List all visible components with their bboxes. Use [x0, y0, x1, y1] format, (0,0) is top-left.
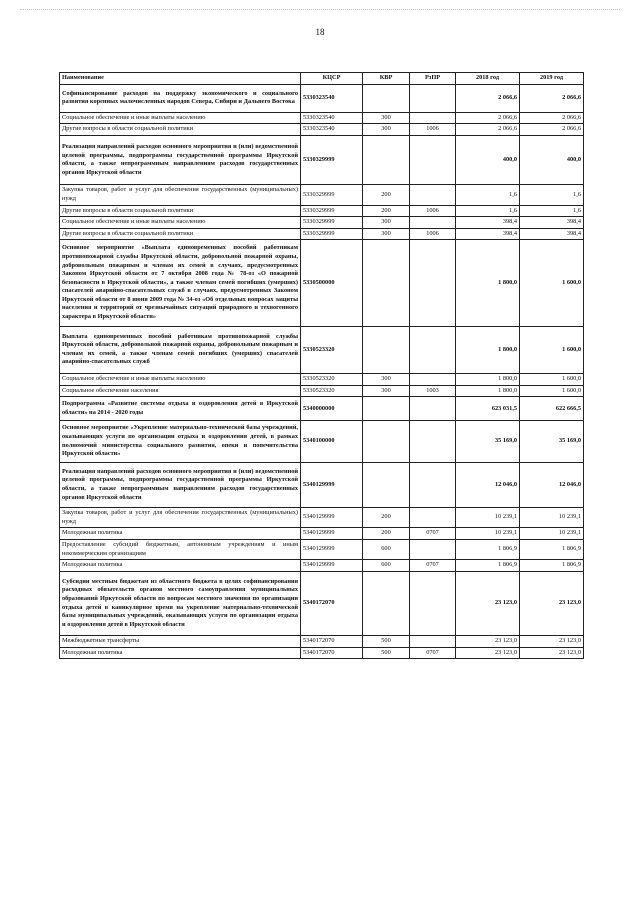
cell-name: Молодежная политика [60, 560, 301, 572]
cell-y2019: 622 666,5 [520, 397, 584, 421]
cell-name: Закупка товаров, работ и услуг для обеспечения государственных (муниципальных) нужд [60, 185, 301, 205]
cell-name: Социальное обеспечение и иные выплаты населению [60, 374, 301, 386]
cell-kcsr: 5330329999 [301, 217, 363, 229]
cell-y2018: 1 800,0 [456, 374, 520, 386]
table-row [60, 539, 584, 559]
cell-rzpr [410, 374, 456, 386]
cell-name: Закупка товаров, работ и услуг для обеспечения государственных (муниципальных) нужд [60, 508, 301, 528]
table-body [60, 84, 584, 659]
cell-kcsr: 5340129999 [301, 528, 363, 540]
cell-kcsr: 5330329999 [301, 205, 363, 217]
cell-name: Другие вопросы в области социальной политики [60, 205, 301, 217]
cell-y2018: 23 123,0 [456, 636, 520, 648]
cell-y2019: 23 123,0 [520, 636, 584, 648]
cell-kvr: 300 [363, 217, 410, 229]
cell-rzpr [410, 397, 456, 421]
cell-y2018: 1 800,0 [456, 385, 520, 397]
table-row [60, 560, 584, 572]
cell-rzpr [410, 84, 456, 112]
cell-kcsr: 5330523320 [301, 326, 363, 373]
cell-kcsr: 5340100000 [301, 421, 363, 462]
cell-y2019: 1 806,9 [520, 539, 584, 559]
table-header-row [60, 73, 584, 85]
cell-kvr: 600 [363, 560, 410, 572]
header-name: Наименование [60, 73, 301, 85]
table-row [60, 647, 584, 659]
cell-kcsr: 5330523320 [301, 385, 363, 397]
table-row [60, 228, 584, 240]
cell-rzpr [410, 421, 456, 462]
cell-y2018: 12 046,0 [456, 462, 520, 507]
cell-y2018: 398,4 [456, 228, 520, 240]
cell-rzpr: 1006 [410, 124, 456, 136]
cell-kcsr: 5340000000 [301, 397, 363, 421]
cell-rzpr [410, 571, 456, 636]
cell-kvr: 500 [363, 636, 410, 648]
table-row [60, 124, 584, 136]
cell-y2018: 1 800,0 [456, 240, 520, 326]
cell-y2019: 1 600,0 [520, 240, 584, 326]
cell-rzpr [410, 135, 456, 184]
cell-y2019: 23 123,0 [520, 571, 584, 636]
header-2019: 2019 год [520, 73, 584, 85]
cell-kcsr: 5340172070 [301, 636, 363, 648]
cell-kvr [363, 571, 410, 636]
table-row [60, 528, 584, 540]
header-2018: 2018 год [456, 73, 520, 85]
cell-kvr: 300 [363, 124, 410, 136]
cell-kvr: 600 [363, 539, 410, 559]
cell-rzpr: 0707 [410, 647, 456, 659]
cell-name: Подпрограмма «Развитие системы отдыха и оздоровления детей в Иркутской области» на 2014 - 2020 годы [60, 397, 301, 421]
cell-rzpr [410, 508, 456, 528]
cell-kvr [363, 421, 410, 462]
cell-rzpr [410, 636, 456, 648]
cell-y2018: 10 239,1 [456, 528, 520, 540]
cell-y2018: 10 239,1 [456, 508, 520, 528]
cell-kvr [363, 135, 410, 184]
cell-kvr: 500 [363, 647, 410, 659]
budget-table [59, 72, 584, 659]
cell-kcsr: 5330323540 [301, 112, 363, 124]
table-row [60, 571, 584, 636]
cell-y2018: 1 800,0 [456, 326, 520, 373]
cell-y2019: 400,0 [520, 135, 584, 184]
table-row [60, 135, 584, 184]
table-row [60, 84, 584, 112]
cell-name: Межбюджетные трансферты [60, 636, 301, 648]
cell-y2019: 12 046,0 [520, 462, 584, 507]
cell-kvr [363, 240, 410, 326]
cell-kvr [363, 397, 410, 421]
table-row [60, 508, 584, 528]
cell-name: Молодежная политика [60, 528, 301, 540]
cell-name: Предоставление субсидий бюджетным, автономным учреждениям и иным некоммерческим организациям [60, 539, 301, 559]
cell-rzpr [410, 217, 456, 229]
cell-name: Основное мероприятие «Укрепление материально-технической базы учреждений, оказывающих услуги по организации отдыха и оздоровления детей, в рамках полномочий министерства социального развития, опеки и попечительства Иркутской области» [60, 421, 301, 462]
cell-name: Социальное обеспечение и иные выплаты населению [60, 217, 301, 229]
cell-y2018: 623 031,5 [456, 397, 520, 421]
cell-y2019: 10 239,1 [520, 528, 584, 540]
cell-kvr [363, 84, 410, 112]
cell-rzpr [410, 185, 456, 205]
cell-kvr: 200 [363, 205, 410, 217]
header-kvr: КВР [363, 73, 410, 85]
header-rzpr: РзПР [410, 73, 456, 85]
header-kcsr: КЦСР [301, 73, 363, 85]
cell-kcsr: 5340172070 [301, 571, 363, 636]
cell-rzpr: 1003 [410, 385, 456, 397]
cell-y2018: 2 066,6 [456, 112, 520, 124]
cell-y2019: 10 239,1 [520, 508, 584, 528]
cell-kvr [363, 326, 410, 373]
cell-rzpr: 1006 [410, 205, 456, 217]
table-row [60, 421, 584, 462]
cell-kvr: 300 [363, 112, 410, 124]
cell-y2019: 398,4 [520, 217, 584, 229]
table-row [60, 185, 584, 205]
cell-kcsr: 5330323540 [301, 124, 363, 136]
cell-name: Основное мероприятие «Выплата единовременных пособий работникам противопожарной службы Иркутской области, добровольной пожарной охраны, добровольным пожарным и членам их семей в случаях, предусмотренных Законом Иркутской области от 7 октября 2008 года № 78-оз «О пожарной безопасности в Иркутской области», а также членам семей погибших (умерших) спасателей аварийно-спасательных служб в случаях, предусмотренных Законом Иркутской области от 8 июня 2009 года № 34-оз «Об отдельных вопросах защиты населения и территорий от чрезвычайных ситуаций природного и техногенного характера в Иркутской области» [60, 240, 301, 326]
table-row [60, 636, 584, 648]
cell-name: Субсидии местным бюджетам из областного бюджета в целях софинансирования расходных обязательств органов местного самоуправления муниципальных образований Иркутской области по вопросам местного значения по организации отдыха детей в каникулярное время на укрепление материально-технической базы муниципальных учреждений, оказывающих услуги по организации отдыха и оздоровления детей в Иркутской области [60, 571, 301, 636]
cell-rzpr [410, 539, 456, 559]
cell-rzpr [410, 112, 456, 124]
cell-y2019: 1 600,0 [520, 385, 584, 397]
cell-kcsr: 5340129999 [301, 560, 363, 572]
cell-y2019: 35 169,0 [520, 421, 584, 462]
cell-y2019: 1,6 [520, 185, 584, 205]
cell-name: Другие вопросы в области социальной политики [60, 124, 301, 136]
cell-kvr: 300 [363, 385, 410, 397]
cell-y2018: 1,6 [456, 185, 520, 205]
cell-name: Молодежная политика [60, 647, 301, 659]
cell-kcsr: 5330329999 [301, 135, 363, 184]
cell-y2019: 398,4 [520, 228, 584, 240]
cell-kvr: 200 [363, 508, 410, 528]
cell-y2018: 1,6 [456, 205, 520, 217]
table-row [60, 205, 584, 217]
cell-rzpr: 0707 [410, 560, 456, 572]
cell-name: Другие вопросы в области социальной политики [60, 228, 301, 240]
cell-y2018: 35 169,0 [456, 421, 520, 462]
cell-kcsr: 5330500000 [301, 240, 363, 326]
cell-kvr: 200 [363, 528, 410, 540]
cell-name: Реализация направлений расходов основного мероприятия и (или) ведомственной целевой программы, подпрограммы государственной программы Иркутской области, а также непрограммным направлениям расходов государственных органов Иркутской области [60, 135, 301, 184]
table-row [60, 217, 584, 229]
cell-y2019: 23 123,0 [520, 647, 584, 659]
table-row [60, 462, 584, 507]
cell-kcsr: 5340172070 [301, 647, 363, 659]
table-row [60, 326, 584, 373]
cell-name: Выплата единовременных пособий работникам противопожарной службы Иркутской области, добровольной пожарной охраны, добровольным пожарным и членам их семей, а также членам семей погибших (умерших) спасателей аварийно-спасательных служб [60, 326, 301, 373]
table-row [60, 240, 584, 326]
cell-y2019: 1 600,0 [520, 374, 584, 386]
cell-rzpr: 0707 [410, 528, 456, 540]
cell-name: Софинансирование расходов на поддержку экономического и социального развития коренных малочисленных народов Севера, Сибири и Дальнего Востока [60, 84, 301, 112]
cell-kcsr: 5330329999 [301, 185, 363, 205]
cell-kcsr: 5340129999 [301, 508, 363, 528]
cell-name: Социальное обеспечение и иные выплаты населению [60, 112, 301, 124]
cell-y2018: 398,4 [456, 217, 520, 229]
cell-y2018: 1 806,9 [456, 560, 520, 572]
cell-kcsr: 5340129999 [301, 539, 363, 559]
cell-rzpr: 1006 [410, 228, 456, 240]
cell-name: Реализация направлений расходов основного мероприятия и (или) ведомственной целевой программы, подпрограммы государственной программы Иркутской области, а также непрограммным направлениям расходов государственных органов Иркутской области [60, 462, 301, 507]
table-row [60, 385, 584, 397]
cell-kcsr: 5330323540 [301, 84, 363, 112]
cell-kvr [363, 462, 410, 507]
cell-y2018: 23 123,0 [456, 571, 520, 636]
cell-y2018: 2 066,6 [456, 84, 520, 112]
cell-y2018: 400,0 [456, 135, 520, 184]
cell-y2018: 23 123,0 [456, 647, 520, 659]
table-row [60, 374, 584, 386]
page-number: 18 [315, 27, 325, 37]
cell-y2019: 1 806,9 [520, 560, 584, 572]
cell-kvr: 200 [363, 185, 410, 205]
cell-name: Социальное обеспечение населения [60, 385, 301, 397]
scan-artifact-line [20, 9, 620, 11]
table-row [60, 112, 584, 124]
cell-y2019: 2 066,6 [520, 112, 584, 124]
cell-rzpr [410, 240, 456, 326]
table-row [60, 397, 584, 421]
cell-kcsr: 5340129999 [301, 462, 363, 507]
cell-y2019: 2 066,6 [520, 124, 584, 136]
cell-kcsr: 5330523320 [301, 374, 363, 386]
cell-rzpr [410, 326, 456, 373]
cell-y2019: 2 066,6 [520, 84, 584, 112]
cell-y2018: 1 806,9 [456, 539, 520, 559]
cell-rzpr [410, 462, 456, 507]
cell-y2018: 2 066,6 [456, 124, 520, 136]
cell-y2019: 1 600,0 [520, 326, 584, 373]
cell-y2019: 1,6 [520, 205, 584, 217]
cell-kcsr: 5330329999 [301, 228, 363, 240]
cell-kvr: 300 [363, 374, 410, 386]
cell-kvr: 300 [363, 228, 410, 240]
